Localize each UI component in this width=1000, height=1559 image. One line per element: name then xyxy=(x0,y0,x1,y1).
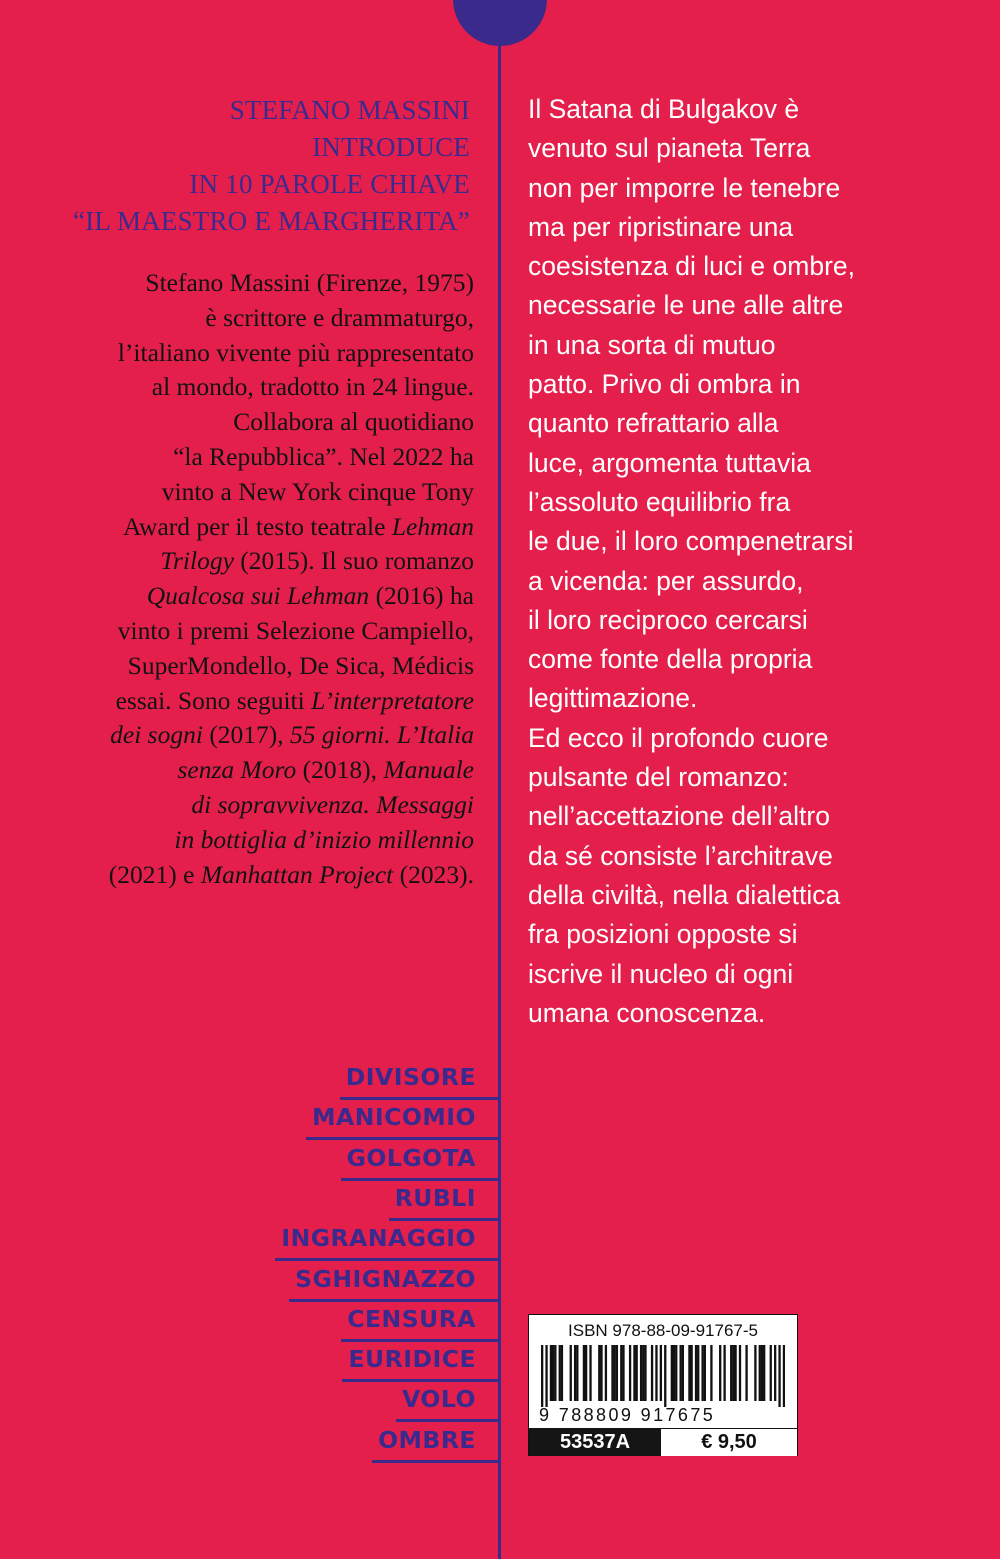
barcode-bar xyxy=(682,1345,684,1401)
barcode-bar xyxy=(754,1345,756,1401)
keyword-item: INGRANAGGIO xyxy=(275,1221,500,1261)
blurb-line: a vicenda: per assurdo, xyxy=(528,565,804,596)
bio-segment: SuperMondello, De Sica, Médicis xyxy=(127,650,474,680)
barcode-bar xyxy=(576,1345,578,1401)
bio-line xyxy=(14,475,474,510)
barcode-bar xyxy=(644,1345,646,1401)
keyword-item: OMBRE xyxy=(372,1423,500,1463)
blurb-line: fra posizioni opposte si xyxy=(528,919,798,950)
blurb-line: venuto sul pianeta Terra xyxy=(528,133,811,164)
barcode-bar xyxy=(605,1345,607,1401)
barcode-bar xyxy=(600,1345,602,1401)
bio-italic-segment: Trilogy xyxy=(160,546,234,576)
bio-italic-segment: Qualcosa sui Lehman xyxy=(146,581,370,611)
bio-segment: vinto a New York cinque Tony xyxy=(161,476,474,506)
blurb-line: iscrive il nucleo di ogni xyxy=(528,958,794,989)
bio-italic-segment: in bottiglia d’inizio millennio xyxy=(174,824,474,854)
barcode-bar xyxy=(552,1345,554,1401)
bio-line xyxy=(14,510,474,545)
keyword-item: EURIDICE xyxy=(342,1342,500,1382)
blurb-line: necessarie le une alle altre xyxy=(528,290,844,321)
bio-italic-segment: Manuale xyxy=(383,755,474,785)
barcode-bar xyxy=(739,1345,741,1401)
keyword-item: VOLO xyxy=(396,1382,500,1422)
barcode-bar xyxy=(730,1345,732,1401)
blurb-line: come fonte della propria xyxy=(528,644,813,675)
bio-segment: l’italiano vivente più rappresentato xyxy=(117,337,474,367)
bio-segment: Award per il testo teatrale xyxy=(122,511,392,541)
barcode-bar xyxy=(636,1345,638,1401)
barcode-digits: 9 788809 917675 xyxy=(539,1405,716,1425)
keyword-item: SGHIGNAZZO xyxy=(289,1262,500,1302)
blurb-line: umana conoscenza. xyxy=(528,997,766,1028)
barcode-bar xyxy=(759,1345,761,1401)
barcode-bar xyxy=(611,1345,613,1401)
blurb-line: nell’accettazione dell’altro xyxy=(528,801,830,832)
blurb-line: pulsante del romanzo: xyxy=(528,762,789,793)
barcode-bar xyxy=(589,1345,591,1401)
keyword-item: GOLGOTA xyxy=(341,1141,500,1181)
bio-segment: (2021) e xyxy=(108,859,201,889)
barcode-bar xyxy=(783,1345,785,1407)
barcode-bar xyxy=(616,1345,618,1401)
barcode-bar xyxy=(655,1345,657,1401)
barcode-bar xyxy=(675,1345,677,1401)
bio-line xyxy=(14,544,474,579)
bio-segment: (2017), xyxy=(202,720,291,750)
bio-segment: al mondo, tradotto in 24 lingue. xyxy=(151,372,474,402)
barcode-bar xyxy=(554,1345,556,1401)
blurb-line: non per imporre le tenebre xyxy=(528,172,841,203)
bio-segment: Stefano Massini (Firenze, 1975) xyxy=(145,268,474,297)
barcode-bar xyxy=(673,1345,675,1401)
bio-italic-segment: 55 giorni. L’Italia xyxy=(290,720,474,750)
barcode-bars xyxy=(541,1345,785,1407)
barcode-bar xyxy=(660,1345,662,1401)
barcode-bar xyxy=(545,1345,547,1407)
barcode-bar xyxy=(585,1345,587,1401)
heading-line: STEFANO MASSINI xyxy=(229,95,470,125)
barcode-bar xyxy=(745,1345,747,1401)
barcode-bar xyxy=(763,1345,765,1401)
bio-line xyxy=(14,266,474,301)
bio-segment: (2023). xyxy=(393,859,474,889)
blurb-line: in una sorta di mutuo xyxy=(528,329,776,360)
barcode-bar xyxy=(679,1345,681,1401)
barcode-bar xyxy=(651,1345,653,1401)
product-code: 53537A xyxy=(529,1428,661,1456)
barcode-label xyxy=(528,1314,798,1456)
bio-segment: (2016) ha xyxy=(369,581,474,611)
bio-segment: “la Repubblica”. Nel 2022 ha xyxy=(173,441,474,471)
price-tag: € 9,50 xyxy=(661,1428,797,1456)
barcode-bar xyxy=(695,1345,697,1401)
top-circle-ornament xyxy=(453,0,547,46)
author-bio xyxy=(14,266,474,892)
bio-line xyxy=(14,649,474,684)
barcode-bar xyxy=(559,1345,561,1401)
blurb-line: le due, il loro compenetrarsi xyxy=(528,526,854,557)
barcode-bar xyxy=(704,1345,706,1401)
blurb-line: da sé consiste l’architrave xyxy=(528,840,833,871)
bio-italic-segment: L’interpretatore xyxy=(311,685,474,715)
barcode-bar xyxy=(778,1345,780,1407)
bio-segment: essai. Sono seguiti xyxy=(115,685,312,715)
bio-italic-segment: Lehman xyxy=(391,511,474,541)
blurb-line: Il Satana di Bulgakov è xyxy=(528,94,800,124)
bio-segment: vinto i premi Selezione Campiello, xyxy=(117,615,474,645)
barcode-bar xyxy=(701,1345,703,1401)
blurb-line: luce, argomenta tuttavia xyxy=(528,447,811,478)
bio-italic-segment: senza Moro xyxy=(177,755,297,785)
bio-line xyxy=(14,684,474,719)
barcode-bar xyxy=(550,1345,552,1401)
barcode-bar xyxy=(622,1345,624,1401)
blurb-line: ma per ripristinare una xyxy=(528,211,794,242)
barcode-bar xyxy=(734,1345,736,1401)
bio-line xyxy=(14,614,474,649)
barcode-bar xyxy=(640,1345,642,1401)
barcode-bar xyxy=(688,1345,690,1401)
barcode-bar xyxy=(570,1345,572,1401)
barcode-bar xyxy=(697,1345,699,1401)
blurb-line: Ed ecco il profondo cuore xyxy=(528,722,829,753)
heading-line: IN 10 PAROLE CHIAVE xyxy=(189,169,470,199)
bio-italic-segment: Manhattan Project xyxy=(200,859,394,889)
barcode-bar xyxy=(629,1345,631,1401)
bio-line xyxy=(14,753,474,788)
blurb-line: coesistenza di luci e ombre, xyxy=(528,251,855,282)
blurb-line: quanto refrattario alla xyxy=(528,408,779,439)
bio-line xyxy=(14,440,474,475)
barcode-bar xyxy=(620,1345,622,1401)
isbn-text: ISBN 978-88-09-91767-5 xyxy=(568,1321,758,1340)
bio-line xyxy=(14,718,474,753)
intro-heading xyxy=(50,92,470,240)
bio-line xyxy=(14,336,474,371)
barcode-bar xyxy=(614,1345,616,1401)
barcode-bar xyxy=(710,1345,712,1401)
blurb-line: l’assoluto equilibrio fra xyxy=(528,486,791,517)
bio-line xyxy=(14,823,474,858)
bio-line xyxy=(14,405,474,440)
barcode-bar xyxy=(774,1345,776,1401)
blurb-line: il loro reciproco cercarsi xyxy=(528,604,808,635)
barcode-bar xyxy=(642,1345,644,1401)
bio-line xyxy=(14,858,474,893)
barcode-bar xyxy=(761,1345,763,1401)
barcode-bar xyxy=(732,1345,734,1401)
blurb-line: legittimazione. xyxy=(528,683,698,714)
barcode-bar xyxy=(574,1345,576,1401)
barcode-bar xyxy=(690,1345,692,1401)
barcode-bar xyxy=(671,1345,673,1401)
bio-segment: è scrittore e drammaturgo, xyxy=(205,302,474,332)
bio-italic-segment: dei sogni xyxy=(110,720,203,750)
barcode-bar xyxy=(770,1345,772,1401)
heading-line: “IL MAESTRO E MARGHERITA” xyxy=(72,206,470,236)
book-blurb xyxy=(528,90,988,1033)
barcode-bar xyxy=(723,1345,725,1401)
bio-segment: (2018), xyxy=(296,755,384,785)
bio-italic-segment: di sopravvivenza. Messaggi xyxy=(191,789,474,819)
barcode-bar xyxy=(633,1345,635,1401)
heading-line: INTRODUCE xyxy=(312,132,470,162)
blurb-line: della civiltà, nella dialettica xyxy=(528,879,841,910)
keyword-item: RUBLI xyxy=(389,1181,500,1221)
blurb-line: patto. Privo di ombra in xyxy=(528,369,801,400)
keyword-item: MANICOMIO xyxy=(306,1100,500,1140)
bio-line xyxy=(14,788,474,823)
barcode-bar xyxy=(583,1345,585,1401)
barcode-bar xyxy=(541,1345,543,1407)
bio-segment: (2015). Il suo romanzo xyxy=(233,546,474,576)
bio-line xyxy=(14,579,474,614)
bio-line xyxy=(14,301,474,336)
barcode-bar xyxy=(561,1345,563,1401)
bio-segment: Collabora al quotidiano xyxy=(233,407,474,437)
bio-line xyxy=(14,370,474,405)
barcode-bar xyxy=(598,1345,600,1401)
keyword-item: DIVISORE xyxy=(340,1060,500,1100)
barcode-bar xyxy=(719,1345,721,1401)
keyword-item: CENSURA xyxy=(341,1302,500,1342)
barcode-bar xyxy=(664,1345,666,1407)
